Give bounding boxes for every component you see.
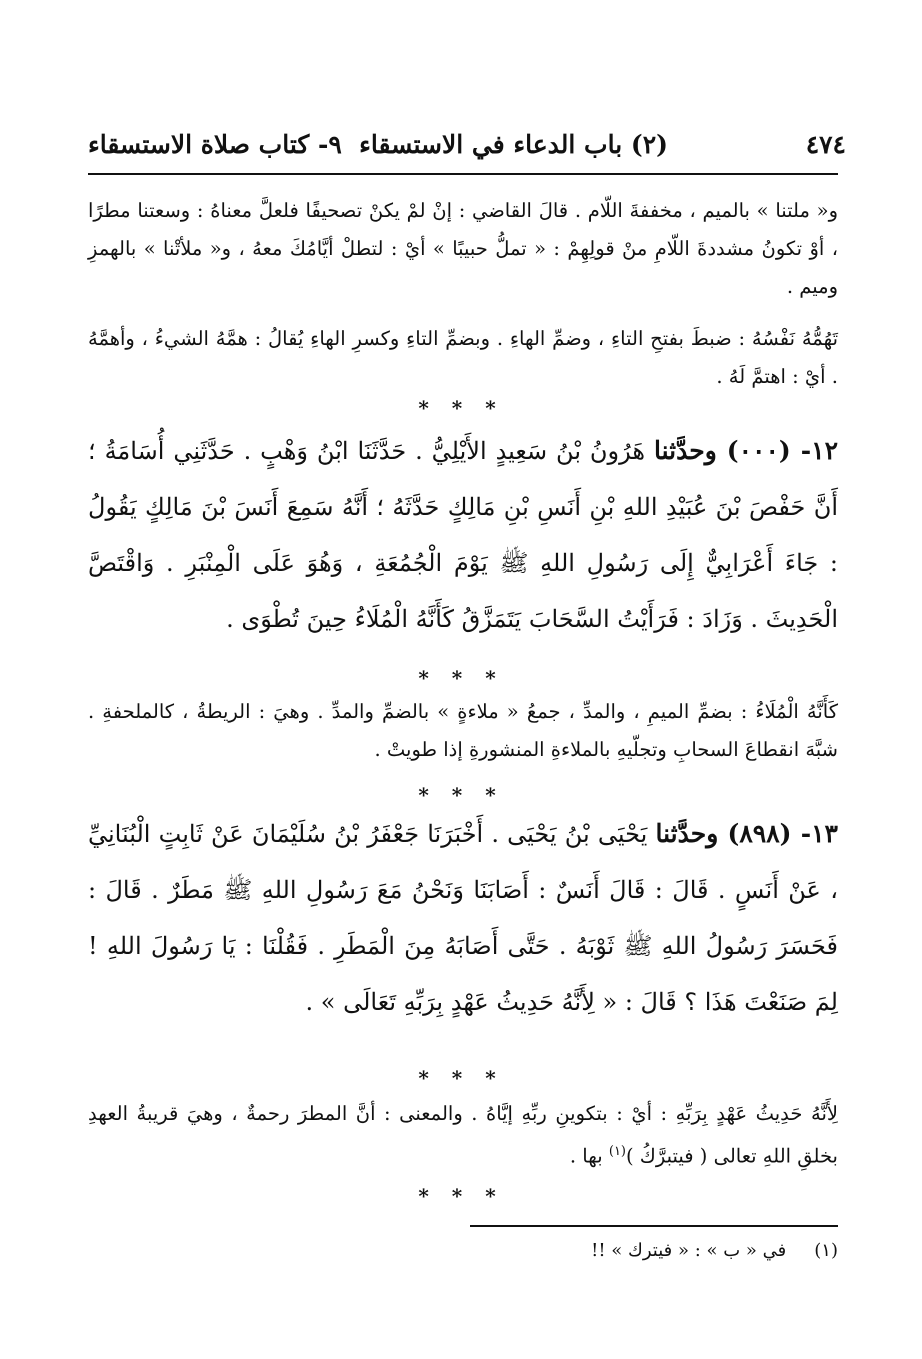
commentary-paragraph-3: كَأَنَّهُ الْمُلَاءُ : بضمِّ الميمِ ، والمدِّ ، جمعُ « ملاءةٍ » بالضمِّ والمدِّ . وهيَ : الريطةُ ، كالملحفةِ . شبَّهَ انقطاعَ السحابِ وتجلّيهِ بالملاءةِ المنشورةِ إذا طويتْ .: [88, 700, 838, 761]
section-separator: * * *: [418, 1066, 504, 1090]
hadith-12-text: هَرُونُ بْنُ سَعِيدٍ الأَيْلِيُّ . حَدَّثَنَا ابْنُ وَهْبٍ . حَدَّثَنِي أُسَامَةُ ؛ أَنَّ حَفْصَ بْنَ عُبَيْدِ اللهِ بْنِ أَنَسِ بْنِ مَالِكٍ حَدَّثَهُ ؛ أَنَّهُ سَمِعَ أَنَسَ بْنَ مَالِكٍ يَقُولُ : جَاءَ أَعْرَابِيٌّ إِلَى رَسُولِ اللهِ ﷺ يَوْمَ الْجُمُعَةِ ، وَهُوَ عَلَى الْمِنْبَرِ . وَاقْتَصَّ الْحَدِيثَ . وَزَادَ : فَرَأَيْتُ السَّحَابَ يَتَمَزَّقُ كَأَنَّهُ الْمُلَاءُ حِينَ تُطْوَى .: [88, 437, 839, 633]
header-rule: [88, 173, 838, 175]
book-title: ٩- كتاب صلاة الاستسقاء: [88, 130, 342, 159]
commentary-paragraph-2: تَهُمُّهُ نَفْسُهُ : ضبطَ بفتحِ التاءِ ، وضمِّ الهاءِ . وبضمِّ التاءِ وكسرِ الهاءِ يُقالُ : همَّهُ الشيءُ ، وأهمَّهُ . أيْ : اهتمَّ لَهُ .: [88, 327, 838, 388]
hadith-13-number: ١٣- (٨٩٨) وحدَّثنا: [655, 819, 838, 848]
footnote-rule: [470, 1225, 838, 1227]
hadith-13: [88, 806, 838, 1030]
section-separator: * * *: [418, 1184, 504, 1208]
commentary-paragraph-1: و« ملتنا » بالميم ، مخففةَ اللّام . قالَ القاضي : إنْ لمْ يكنْ تصحيفًا فلعلَّ معناهُ : وسعتنا مطرًا ، أوْ تكونُ مشددةَ اللّامِ منْ قولِهِمْ : « تملُّ حبيبًا » أيْ : لتطلْ أيَّامُكَ معهُ ، و« ملأتْنا » بالهمزِ وميم .: [88, 199, 838, 298]
commentary-4-text: لِأَنَّهُ حَدِيثُ عَهْدٍ بِرَبِّهِ : أيْ : بتكوينِ ربِّهِ إيَّاهُ . والمعنى : أنَّ المطرَ رحمةٌ ، وهيَ قريبةُ العهدِ بخلقِ اللهِ تعالى ( فيتبرَّكُ ): [88, 1102, 838, 1168]
section-separator: * * *: [418, 666, 504, 690]
footnote-reference: (١): [608, 1144, 626, 1159]
commentary-paragraph-4: [88, 1095, 838, 1176]
hadith-13-text: يَحْيَى بْنُ يَحْيَى . أَخْبَرَنَا جَعْفَرُ بْنُ سُلَيْمَانَ عَنْ ثَابِتٍ الْبُنَانِيِّ ، عَنْ أَنَسٍ . قَالَ : قَالَ أَنَسٌ : أَصَابَنَا وَنَحْنُ مَعَ رَسُولِ اللهِ ﷺ مَطَرٌ . قَالَ : فَحَسَرَ رَسُولُ اللهِ ﷺ ثَوْبَهُ . حَتَّى أَصَابَهُ مِنَ الْمَطَرِ . فَقُلْنَا : يَا رَسُولَ اللهِ ! لِمَ صَنَعْتَ هَذَا ؟ قَالَ : « لِأَنَّهُ حَدِيثُ عَهْدٍ بِرَبِّهِ تَعَالَى » .: [88, 820, 838, 1016]
chapter-title: (٢) باب الدعاء في الاستسقاء: [359, 130, 668, 159]
footnote-number: (١): [814, 1240, 838, 1261]
commentary-4-tail: بها .: [569, 1144, 609, 1168]
page-number: ٤٧٤: [805, 130, 846, 159]
hadith-12-number: ١٢- (٠٠٠) وحدَّثنا: [654, 436, 838, 465]
hadith-12: [88, 423, 838, 647]
footnote: [400, 1236, 838, 1266]
running-header: [88, 130, 846, 170]
section-separator: * * *: [418, 783, 504, 807]
footnote-text: في « ب » : « فيترك » !!: [591, 1240, 787, 1261]
section-separator: * * *: [418, 396, 504, 420]
